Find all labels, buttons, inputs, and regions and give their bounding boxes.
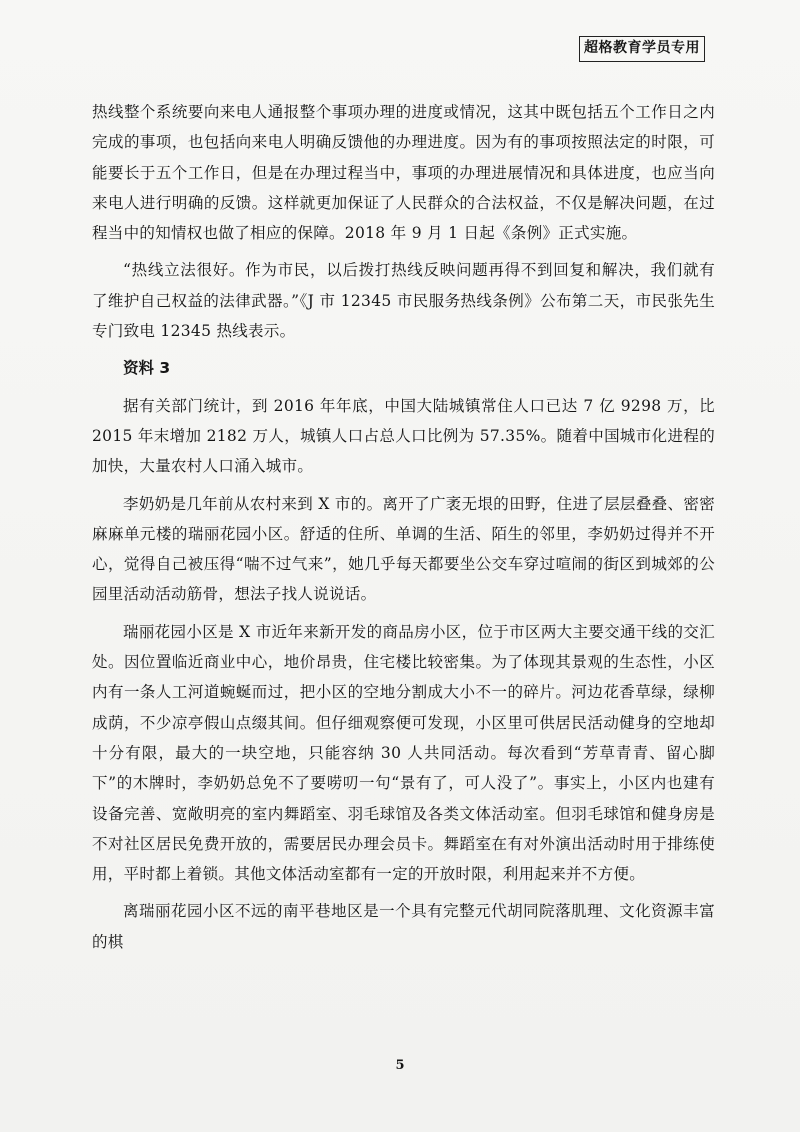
paragraph-5: 瑞丽花园小区是 X 市近年来新开发的商品房小区，位于市区两大主要交通干线的交汇处。因位置临近商业中心，地价昂贵，住宅楼比较密集。为了体现其景观的生态性，小区内有一条人工河道蜿蜒而过，把小区的空地分割成大小不一的碎片。河边花香草绿，绿柳成荫，不少凉亭假山点缀其间。但仔细观察便可发现，小区里可供居民活动健身的空地却十分有限，最大的一块空地，只能容纳 30 人共同活动。每次看到“芳草青青、留心脚下”的木牌时，李奶奶总免不了要唠叨一句“景有了，可人没了”。事实上，小区内也建有设备完善、宽敞明亮的室内舞蹈室、羽毛球馆及各类文体活动室。但羽毛球馆和健身房是不对社区居民免费开放的，需要居民办理会员卡。舞蹈室在有对外演出活动时用于排练使用，平时都上着锁。其他文体活动室都有一定的开放时限，利用起来并不方便。 (92, 622, 715, 884)
section-heading: 资料 3 (123, 359, 171, 378)
paragraph-3: 据有关部门统计，到 2016 年年底，中国大陆城镇常住人口已达 7 亿 9298 万，比 2015 年末增加 2182 万人，城镇人口占总人口比例为 57.35%。随着中国城市化进程的加快，大量农村人口涌入城市。 (92, 396, 715, 476)
document-body (92, 97, 715, 964)
page-number: 5 (395, 1058, 405, 1073)
watermark-stamp: 超格教育学员专用 (579, 36, 705, 62)
paragraph-1: 热线整个系统要向来电人通报整个事项办理的进度或情况，这其中既包括五个工作日之内完成的事项，也包括向来电人明确反馈他的办理进度。因为有的事项按照法定的时限，可能要长于五个工作日，但是在办理过程当中，事项的办理进展情况和具体进度，也应当向来电人进行明确的反馈。这样就更加保证了人民群众的合法权益，不仅是解决问题，在过程当中的知情权也做了相应的保障。2018 年 9 月 1 日起《条例》正式实施。 (92, 103, 715, 243)
paragraph-6: 离瑞丽花园小区不远的南平巷地区是一个具有完整元代胡同院落肌理、文化资源丰富的棋 (92, 902, 715, 951)
paragraph-4: 李奶奶是几年前从农村来到 X 市的。离开了广袤无垠的田野，住进了层层叠叠、密密麻麻单元楼的瑞丽花园小区。舒适的住所、单调的生活、陌生的邻里，李奶奶过得并不开心，觉得自己被压得“喘不过气来”，她几乎每天都要坐公交车穿过喧闹的街区到城郊的公园里活动活动筋骨，想法子找人说说话。 (92, 494, 715, 604)
paragraph-2: “热线立法很好。作为市民，以后拨打热线反映问题再得不到回复和解决，我们就有了维护自己权益的法律武器。”《J 市 12345 市民服务热线条例》公布第二天，市民张先生专门致电 12345 热线表示。 (92, 261, 715, 341)
